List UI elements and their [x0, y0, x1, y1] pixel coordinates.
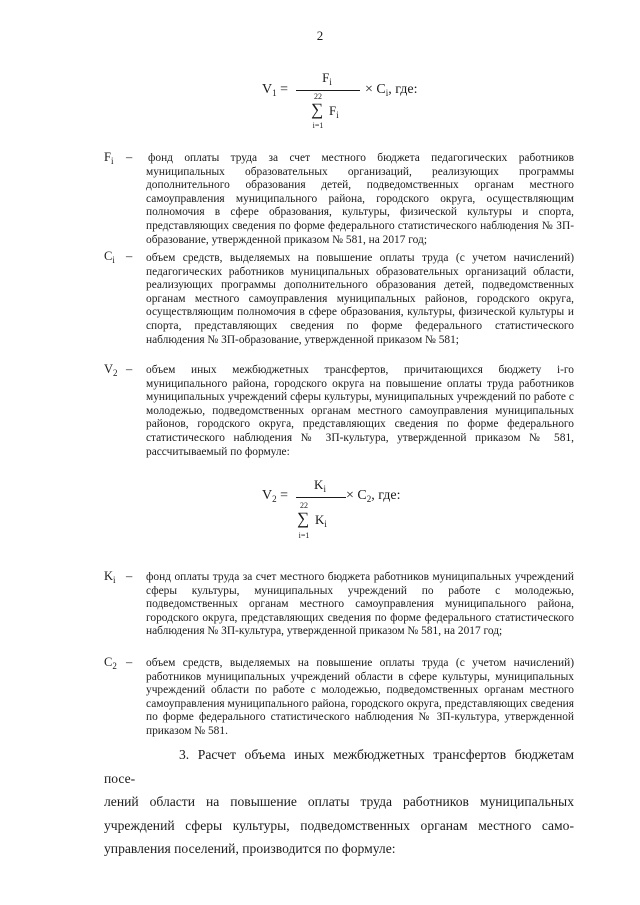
fraction-bar	[296, 497, 346, 498]
sum-upper-limit: 22	[300, 501, 308, 510]
fraction-bar	[296, 90, 360, 91]
formula-v2-rhs: × $C_2$, где:	[346, 488, 401, 504]
definition-dash: –	[126, 655, 133, 669]
sum-upper-limit: 22	[314, 92, 322, 101]
definition-dash: –	[126, 150, 133, 164]
page-number: 2	[316, 28, 324, 43]
formula-v2-numerator: $K_i$	[314, 477, 326, 494]
definition-text: фонд оплаты труда за счет местного бюджета работников муниципальных учреждений сферы культуры, муниципальных учреждений по работе с молодежью, подведомственных органам местного самоуправления муниципального района, городского округа, представляющих сведения по форме федерального статистического наблюдения № ЗП-культура, утвержденной приказом № 581, на 2017 год;	[146, 571, 574, 638]
definition-dash: –	[126, 249, 133, 263]
definition-text: объем иных межбюджетных трансфертов, причитающихся бюджету i-го муниципального района, городского округа на повышение оплаты труда работников муниципальных учреждений сферы культуры, муниципальных учреждений по работе с молодежью, подведомственных органам местного самоуправления муниципальных районов, городского округа, представляющих сведения по форме федерального статистического наблюдения № ЗП-культура, утвержденной приказом № 581, рассчитываемый по формуле:	[146, 364, 574, 458]
paragraph-line: 3. Расчет объема иных межбюджетных трансфертов бюджетам посе-	[104, 747, 574, 786]
paragraph-line: лений области на повышение оплаты труда работников муниципальных	[104, 794, 574, 809]
definition-text: объем средств, выделяемых на повышение оплаты труда (с учетом начислений) педагогических работников муниципальных образовательных организаций области, реализующих программы дополнительного образования детей, подведомственных органам местного самоуправления муниципальных районов, городского округа, осуществляющим полномочия в сфере образования, культуры, физической культуры и спорта, представляющих сведения по форме федерального статистического наблюдения № ЗП-образование, утвержденной приказом № 581;	[146, 252, 574, 346]
definition-symbol: $K_i$	[104, 569, 116, 585]
definition-symbol: $C_2$	[104, 655, 117, 671]
paragraph-line: учреждений сферы культуры, подведомственных органам местного само-	[104, 817, 574, 833]
formula-v1-denominator: $F_i$	[329, 103, 339, 120]
definition-dash: –	[126, 362, 133, 376]
definition-symbol: $C_i$	[104, 249, 115, 265]
definition-text: фонд оплаты труда за счет местного бюджета педагогических работников муниципальных образовательных организаций, реализующих программы дополнительного образования детей, подведомственных органам местного самоуправления муниципального района, городского округа, осуществляющим полномочия в сфере образования, культуры, физической культуры и спорта, представляющих сведения по форме федерального статистического наблюдения № ЗП-образование, утвержденной приказом № 581, на 2017 год;	[146, 152, 574, 246]
formula-v2-lhs: $V_2$ =	[262, 488, 289, 504]
paragraph-line: управления поселений, производится по формуле:	[104, 841, 396, 856]
definition-dash: –	[126, 569, 133, 583]
definition-symbol: $V_2$	[104, 362, 118, 378]
definition-text: объем средств, выделяемых на повышение оплаты труда (с учетом начислений) работников муниципальных учреждений области в сфере культуры, муниципальных учреждений области по работе с молодежью, подведомственных органам местного самоуправления муниципального района, городского округа, представляющих сведения по форме федерального статистического наблюдения № ЗП-культура, утвержденной приказом № 581.	[146, 657, 574, 737]
sum-symbol: ∑	[297, 509, 310, 528]
sum-lower-limit: i=1	[312, 121, 324, 130]
formula-v1-rhs: × $C_i$, где:	[365, 82, 418, 98]
sum-lower-limit: i=1	[298, 531, 310, 540]
formula-v1-numerator: $F_i$	[322, 70, 332, 87]
formula-v1-lhs: $V_1$ =	[262, 82, 289, 98]
paragraph-3	[104, 743, 574, 861]
sum-symbol: ∑	[311, 100, 324, 119]
definition-symbol: $F_i$	[104, 150, 114, 166]
formula-v2-denominator: $K_i$	[315, 512, 327, 529]
